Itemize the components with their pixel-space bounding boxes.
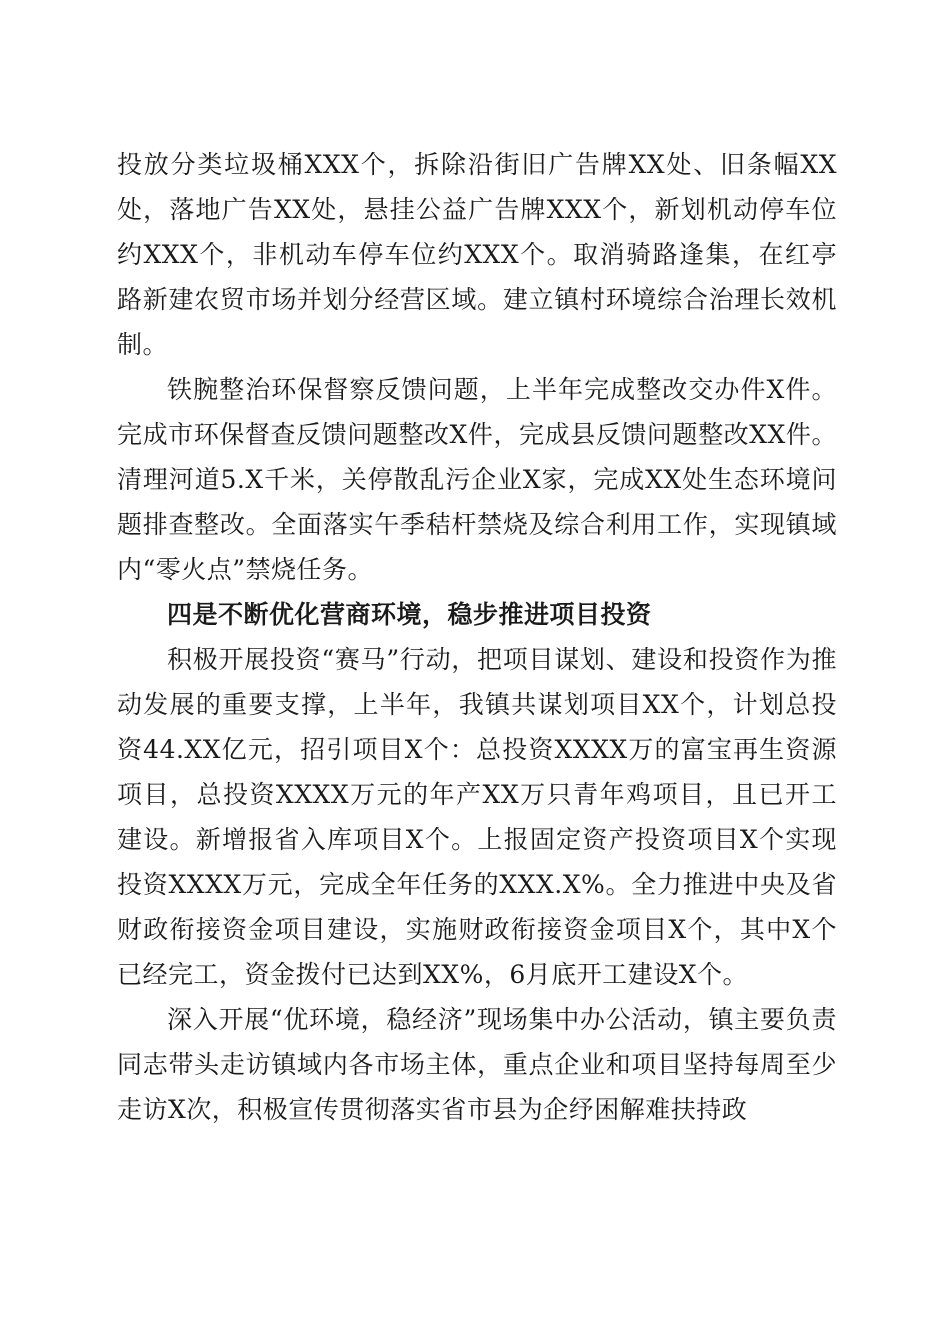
paragraph-project-investment: 积极开展投资“赛马”行动，把项目谋划、建设和投资作为推动发展的重要支撑，上半年，我镇共谋划项目XX个，计划总投资44.XX亿元，招引项目X个：总投资XXXX万的富宝再生资源项目，总投资XXXX万元的年产XX万只青年鸡项目，且已开工建设。新增报省入库项目X个。上报固定资产投资项目X个实现投资XXXX万元，完成全年任务的XXX.X%。全力推进中央及省财政衔接资金项目建设，实施财政衔接资金项目X个，其中X个已经完工，资金拨付已达到XX%，6月底开工建设X个。 <box>117 645 837 989</box>
document-body <box>117 142 837 1132</box>
paragraph-onsite-office-activity: 深入开展“优环境，稳经济”现场集中办公活动，镇主要负责同志带头走访镇域内各市场主体，重点企业和项目坚持每周至少走访X次，积极宣传贯彻落实省市县为企纾困解难扶持政 <box>117 1005 837 1124</box>
section-heading-business-environment: 四是不断优化营商环境，稳步推进项目投资 <box>167 600 652 629</box>
paragraph-environmental-rectification: 铁腕整治环保督察反馈问题，上半年完成整改交办件X件。完成市环保督查反馈问题整改X件，完成县反馈问题整改XX件。清理河道5.X千米，关停散乱污企业X家，完成XX处生态环境问题排查整改。全面落实午季秸杆禁烧及综合利用工作，实现镇域内“零火点”禁烧任务。 <box>117 375 837 584</box>
paragraph-sanitation-continued: 投放分类垃圾桶XXX个，拆除沿街旧广告牌XX处、旧条幅XX处，落地广告XX处，悬挂公益广告牌XXX个，新划机动停车位约XXX个，非机动车停车位约XXX个。取消骑路逢集，在红亭路新建农贸市场并划分经营区域。建立镇村环境综合治理长效机制。 <box>117 150 837 359</box>
